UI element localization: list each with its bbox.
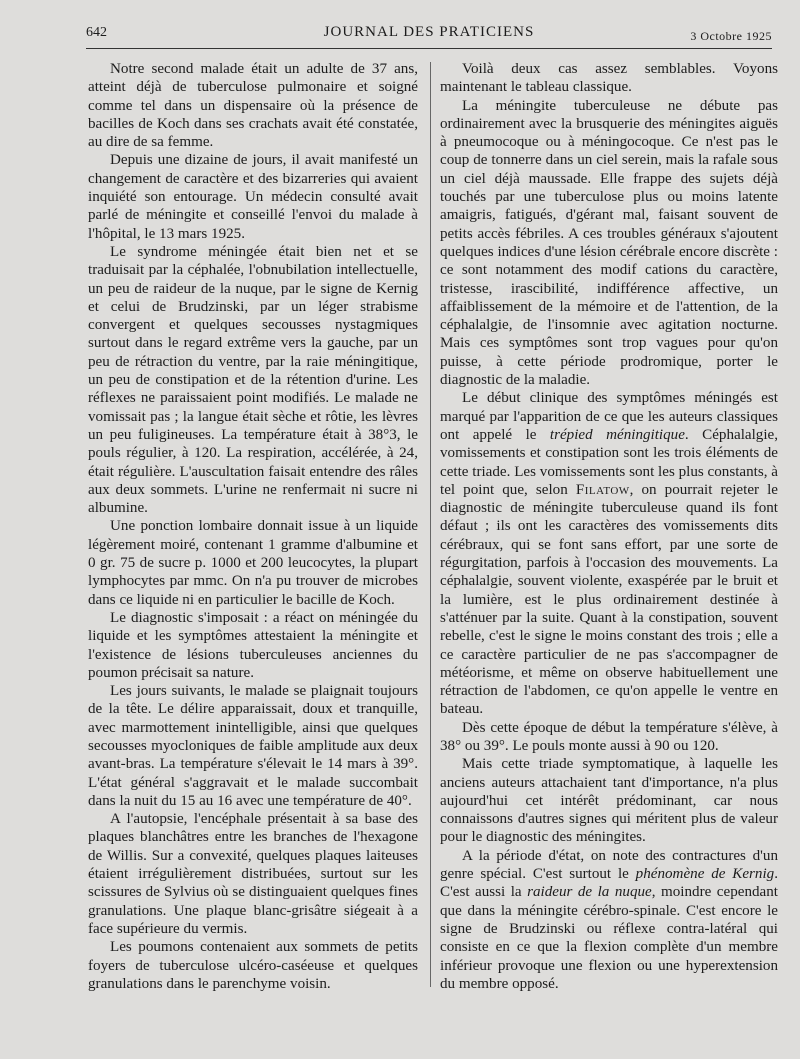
paragraph — [440, 847, 778, 993]
paragraph: Voilà deux cas assez semblables. Voyons maintenant le tableau classique. — [440, 61, 778, 96]
paragraph: Le diagnostic s'imposait : a réact on méningée du liquide et les symptômes attestaient la méningite et l'existence de lésions tuberculeuses anciennes du poumon précisait sa nature. — [88, 609, 418, 681]
paragraph: Les poumons contenaient aux sommets de petits foyers de tuberculose ulcéro-caséeuse et quelques granulations dans le parenchyme voisin. — [88, 939, 418, 992]
italic-term: trépied méningitique — [549, 426, 685, 443]
paragraph: Le syndrome méningée était bien net et se traduisait par la céphalée, l'obnubilation intellectuelle, un peu de raideur de la nuque, par le signe de Kernig et celui de Brudzinski, par un léger strabisme convergent et quelques secousses nystagmiques surtout dans le regard extrême vers la gauche, par un peu de rétraction du ventre, par la raie méningitique, un peu de constipation et de la rétention d'urine. Les réflexes ne paraissaient point modifiés. Le malade ne vomissait pas ; la langue était sèche et rôtie, les lèvres un peu fuligineuses. La température était à 38°3, le pouls régulier, à 120. La respiration, accélérée, à 24, était régulière. L'auscultation faisait entendre des râles aux deux sommets. L'urine ne renfermait ni sucre ni albumine. — [88, 243, 418, 517]
italic-term: raideur de la nuque — [527, 884, 652, 901]
column-divider — [430, 62, 431, 987]
text-run: . Céphalalgie, vomissements et constipation sont les trois éléments de cette triade. Les vomissements sont les plus constants, à tel point que, selon — [440, 426, 778, 498]
paragraph: Dès cette époque de début la température s'élève, à 38° ou 39°. Le pouls monte aussi à 90 ou 120. — [440, 719, 778, 754]
right-column — [440, 60, 778, 993]
left-column — [88, 60, 418, 993]
text-run: , on pourrait rejeter le diagnostic de méningite tuberculeuse quand ils font défaut ; ils ont les caractères des vomissements dits cérébraux, qui se font sans effort, par une sorte de régurgitation, parfois à l'occasion des mouvements. La céphalalgie, souvent violente, exaspérée par le bruit et la lumière, est le plus ordinairement destinée à s'atténuer par la suite. Quant à la constipation, souvent rebelle, c'est le signe le moins constant des trois ; elle a ce caractère particulier de ne pas s'accompagner de météorisme, et même on observe habituellement une rétraction de l'abdomen, ce qu'on appelle le ventre en bateau. — [440, 481, 779, 718]
page-number: 642 — [86, 25, 107, 40]
author-name: Filatow — [575, 481, 630, 498]
paragraph: Une ponction lombaire donnait issue à un liquide légèrement moiré, contenant 1 gramme d'albumine et 0 gr. 75 de sucre p. 1000 et 200 leucocytes, la plupart lymphocytes par mmc. On n'a pu trouver de microbes dans ce liquide ni en particulier le bacille de Koch. — [88, 518, 418, 608]
italic-term: phénomène de Kernig — [635, 866, 775, 883]
paragraph: A l'autopsie, l'encéphale présentait à sa base des plaques blanchâtres entre les branches de l'hexagone de Willis. Sur a convexité, quelques plaques laiteuses étaient irrégulièrement distribuées, surtout sur les scissures de Sylvius où se distinguaient quelques fines granulations. Une plaque blanc-grisâtre siégeait à a face supérieure du vermis. — [88, 811, 418, 937]
paragraph: Mais cette triade symptomatique, à laquelle les anciens auteurs attachaient tant d'importance, n'a plus aujourd'hui cet intérêt prédominant, car nous connaissons d'autres signes qui méritent plus de valeur pour le diagnostic des méningites. — [440, 756, 778, 846]
paragraph: Les jours suivants, le malade se plaignait toujours de la tête. Le délire apparaissait, doux et tranquille, avec marmottement inintelligible, ainsi que quelques secousses myocloniques de faible amplitude aux deux avant-bras. La température s'élevait le 14 mars à 39°. L'état général s'aggravait et le malade succombait dans la nuit du 15 au 16 avec une température de 40°. — [88, 683, 418, 809]
text-run: A la période d'état, on note des contractures d'un genre spécial. C'est surtout le — [440, 847, 778, 883]
paragraph: Notre second malade était un adulte de 37 ans, atteint déjà de tuberculose pulmonaire et soigné comme tel dans un dispensaire où la présence de bacilles de Koch dans ses crachats avait été constatée, au dire de sa femme. — [88, 61, 418, 151]
paragraph — [440, 389, 778, 718]
paragraph: Depuis une dizaine de jours, il avait manifesté un changement de caractère et des bizarreries qui avaient inquiété son entourage. Un médecin consulté avait parlé de méningite et conseillé l'envoi du malade à l'hôpital, le 13 mars 1925. — [88, 152, 418, 242]
text-run: Le début clinique des symptômes méningés est marqué par l'apparition de ce que les auteurs classiques ont appelé le — [440, 390, 778, 443]
page-header — [86, 22, 772, 49]
text-run: , moindre cependant que dans la méningite cérébro-spinale. C'est encore le signe de Brudzinski ou réflexe contra-latéral qui consiste en ce que la flexion complète d'un membre inférieur provoque une flexion ou une hyperextension du membre opposé. — [440, 884, 778, 992]
paragraph: La méningite tuberculeuse ne débute pas ordinairement avec la brusquerie des méningites aiguës à pneumocoque ou à méningocoque. Ce n'est pas le coup de tonnerre dans un ciel serein, mais la rafale sous un ciel déjà maussade. Elle frappe des sujets déjà touchés par une tuberculose plus ou moins latente amaigris, fatigués, d'gérant mal, faisant souvent de petits accès fébriles. A ces troubles généraux s'ajoutent quelques indices d'une lésion cérébrale encore discrète : ce sont notamment des modif cations du caractère, tristesse, irascibilité, indifférence affective, un affaiblissement de la mémoire et de l'attention, de la céphalalgie, de l'insomnie avec agitation nocturne. Mais ces symptômes sont trop vagues pour qu'on puisse, à cette période prodromique, porter le diagnostic de la maladie. — [440, 97, 778, 389]
journal-title: JOURNAL DES PRATICIENS — [323, 24, 535, 40]
text-run: . C'est aussi la — [440, 866, 778, 901]
issue-date: 3 Octobre 1925 — [690, 29, 772, 43]
